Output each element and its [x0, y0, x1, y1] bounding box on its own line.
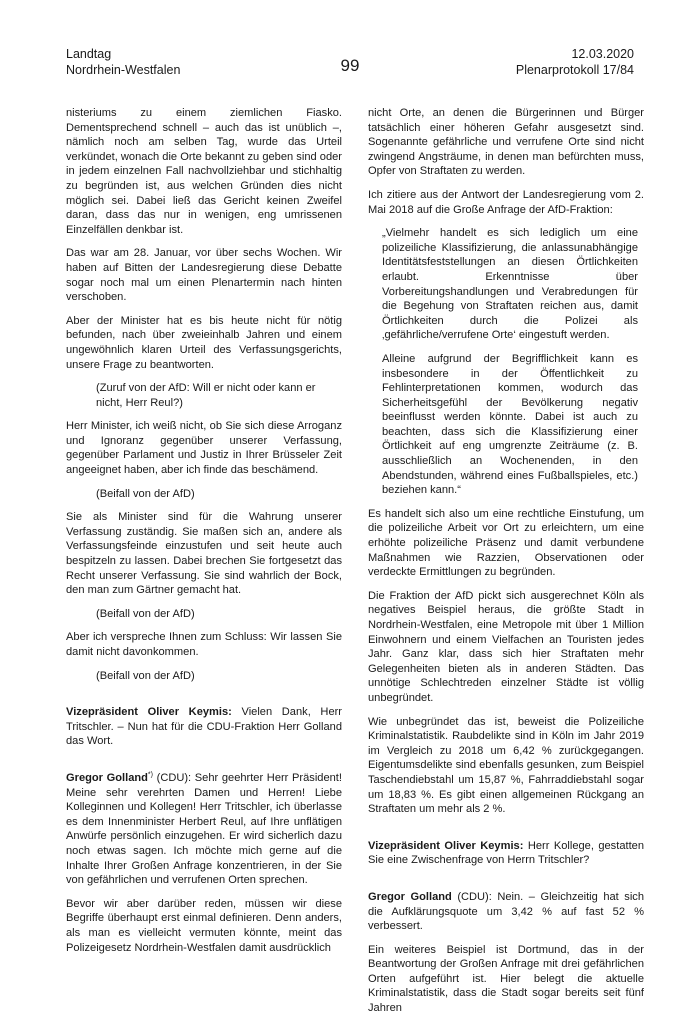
paragraph: Bevor wir aber darüber reden, müssen wir diese Begriffe überhaupt erst einmal definieren. Denn anders, als man es vielleicht vermuten könnte, meint das Polizeigesetz Nordrhein-Westfalen damit ausdrücklich	[66, 897, 342, 954]
paragraph: nicht Orte, an denen die Bürgerinnen und Bürger tatsächlich einer höheren Gefahr ausgesetzt sind. Sogenannte gefährliche und verrufene Orte sind nicht zwingend Angsträume, in denen man befürchten muss, Opfer von Straftaten zu werden.	[368, 107, 644, 178]
state-name: Nordrhein-Westfalen	[66, 63, 181, 77]
protocol-number: Plenarprotokoll 17/84	[515, 63, 634, 77]
interjection: (Zuruf von der AfD: Will er nicht oder kann er nicht, Herr Reul?)	[96, 382, 316, 409]
applause-note: (Beifall von der AfD)	[96, 669, 195, 682]
paragraph: Die Fraktion der AfD pickt sich ausgerechnet Köln als negatives Beispiel heraus, die größte Stadt in Nordrhein-Westfalen, eine Metropole mit über 1 Million Einwohnern und einem Vielfachen an Touristen jedes Jahr. Ganz klar, dass sich hier Straftaten mehr Gelegenheiten bieten als in anderen Städten. Das unnötige Schlechtreden einzelner Städte ist völlig unbegründet.	[368, 589, 644, 704]
paragraph: nisteriums zu einem ziemlichen Fiasko. Dementsprechend schnell – auch das ist unüblich –, nämlich noch am selben Tag, wurde das Urteil verkündet, wonach die Orte bekannt zu geben sind oder in jedem einzelnen Fall nachvollziehbar und stichhaltig zu begründen ist, aus welchen Gründen dies nicht möglich sei. Dabei ließ das Gericht keinen Zweifel daran, dass das nur in wenigen, eng umrissenen Einzelfällen denkbar ist.	[66, 107, 342, 236]
footnote-marker: *)	[147, 771, 153, 779]
speech-text: Vielen Dank, Herr Tritschler. – Nun hat für die CDU-Fraktion Herr Golland das Wort.	[66, 706, 343, 748]
speech-text: (CDU): Sehr geehrter Herr Präsident! Meine sehr verehrten Damen und Herren! Liebe Kolleginnen und Kollegen! Herr Tritschler, ich überlasse es dem Innenminister Herbert Reul, auf Ihre unflätigen Anwürfe persönlich einzugehen. Er wird sicherlich dazu noch etwas sagen. Ich möchte mich gerne auf die Inhalte Ihrer Großen Anfrage konzentrieren, in der Sie von gefährlichen und verrufenen Orten sprechen.	[66, 771, 342, 887]
block-quote: „Vielmehr handelt es sich lediglich um eine polizeiliche Klassifizierung, die anlassunabhängige Identitätsfeststellungen an diesen Örtlichkeiten erlaubt. Erkenntnisse über Vorbereitungshandlungen und Verabredungen für die Begehung von Straftaten reichen aus, damit Örtlichkeiten durch die Polizei als ‚gefährliche/verrufene Orte‘ eingestuft werden.	[382, 227, 638, 342]
paragraph: Ich zitiere aus der Antwort der Landesregierung vom 2. Mai 2018 auf die Große Anfrage der AfD-Fraktion:	[368, 188, 644, 216]
paragraph: Sie als Minister sind für die Wahrung unserer Verfassung zuständig. Sie maßen sich an, andere als Verfassungsfeinde einzustufen und seit heute auch bespitzeln zu lassen. Dabei brechen Sie fortgesetzt das Recht unserer Verfassung. Sie sind wahrlich der Bock, den man zum Gärtner gemacht hat.	[66, 511, 342, 597]
paragraph: Herr Minister, ich weiß nicht, ob Sie sich diese Arroganz und Ignoranz gegenüber unserer Verfassung, gegenüber Parlament und Justiz in Ihrer Brüsseler Zeit angeeignet haben, aber ich finde das beschämend.	[66, 420, 342, 477]
speech-text: Herr Kollege, gestatten Sie eine Zwischenfrage von Herrn Tritschler?	[368, 839, 644, 867]
speaker-turn	[66, 771, 342, 888]
speech-text: (CDU): Nein. – Gleichzeitig hat sich die Aufklärungsquote um 3,42 % auf fast 52 % verbessert.	[368, 890, 644, 933]
paragraph: Das war am 28. Januar, vor über sechs Wochen. Wir haben auf Bitten der Landesregierung diese Debatte sogar noch mal um einen Plenartermin nach hinten verschoben.	[66, 247, 342, 304]
paragraph: Aber der Minister hat es bis heute nicht für nötig befunden, nach über zweieinhalb Jahren und einem ungewöhnlich klaren Urteil des Verfassungsgerichts, unsere Frage zu beantworten.	[66, 314, 342, 371]
paragraph: Wie unbegründet das ist, beweist die Polizeiliche Kriminalstatistik. Raubdelikte sind in Köln im Jahr 2019 im Vergleich zu 2018 um 6,42 % zurückgegangen. Eigentumsdelikte sind ebenfalls gesunken, zum Beispiel Taschendiebstahl um 15,87 %, Fahrraddiebstahl sogar um 18,83 %. Es gibt einen allgemeinen Rückgang an Straftaten um mehr als 2 %.	[368, 715, 644, 816]
speaker-turn	[368, 890, 644, 934]
paragraph: Aber ich verspreche Ihnen zum Schluss: Wir lassen Sie damit nicht davonkommen.	[66, 631, 342, 658]
speaker-turn	[66, 705, 342, 749]
applause-note: (Beifall von der AfD)	[96, 607, 195, 620]
speaker-name: Vizepräsident Oliver Keymis:	[368, 839, 524, 852]
left-column	[66, 106, 342, 964]
speaker-name: Gregor Golland	[368, 890, 452, 903]
applause-note: (Beifall von der AfD)	[96, 487, 195, 500]
paragraph: Ein weiteres Beispiel ist Dortmund, das in der Beantwortung der Großen Anfrage mit drei gefährlichen Orten aufgeführt ist. Hier belegt die aktuelle Kriminalstatistik, dass die Stadt sogar bereits seit fünf Jahren	[368, 943, 644, 1015]
header-right	[516, 46, 634, 78]
block-quote: Alleine aufgrund der Begrifflichkeit kann es insbesondere in der Öffentlichkeit zu Fehlinterpretationen kommen, wodurch das Sicherheitsgefühl der Bevölkerung negativ beeinflusst werden könnte. Dabei ist auch zu beachten, dass sich die Klassifizierung einer Örtlichkeit auf eng umgrenzte Zeiträume (z. B. ausschließlich an Wochenenden, in den Abendstunden, während eines Fußballspieles, etc.) beziehen kann.“	[382, 352, 638, 497]
page-number: 99	[340, 56, 360, 75]
session-date: 12.03.2020	[571, 47, 634, 61]
speaker-turn	[368, 839, 644, 868]
page-header	[66, 46, 634, 86]
paragraph: Es handelt sich also um eine rechtliche Einstufung, um die polizeiliche Arbeit vor Ort zu erleichtern, um eine erhöhte polizeiliche Präsenz und damit verbundene Maßnahmen wie Razzien, Observationen oder verdeckte Ermittlungen zu begründen.	[368, 507, 644, 579]
parliament-name: Landtag	[66, 47, 112, 61]
speaker-name: Vizepräsident Oliver Keymis:	[66, 706, 232, 719]
right-column	[368, 106, 644, 1025]
speaker-name: Gregor Golland	[66, 771, 148, 784]
